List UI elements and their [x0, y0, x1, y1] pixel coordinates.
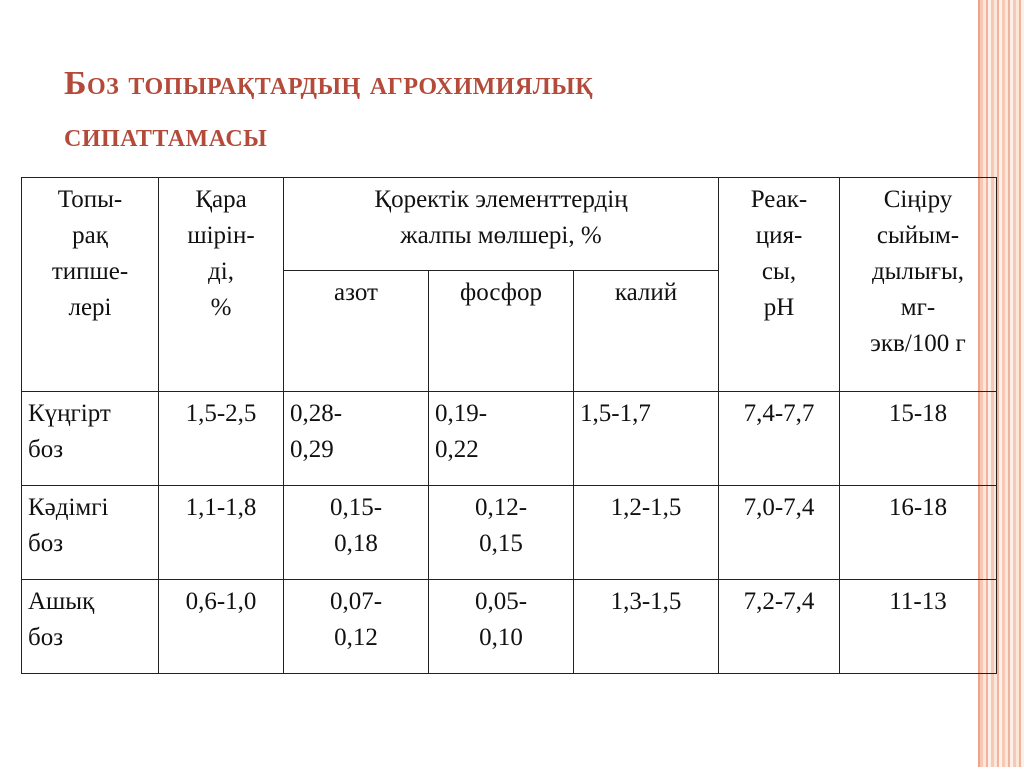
table-row — [22, 486, 997, 580]
cell-nitrogen: 0,07- 0,12 — [284, 580, 429, 674]
cell-potassium: 1,5-1,7 — [574, 392, 719, 486]
cell-nitrogen: 0,28- 0,29 — [284, 392, 429, 486]
header-nutrients-group: Қоректік элементтердің жалпы мөлшері, % — [284, 178, 719, 271]
cell-humus: 0,6-1,0 — [159, 580, 284, 674]
cell-ph: 7,4-7,7 — [719, 392, 840, 486]
cell-soil-type: Ашық боз — [22, 580, 159, 674]
cell-phosphorus: 0,19- 0,22 — [429, 392, 574, 486]
cell-ph: 7,0-7,4 — [719, 486, 840, 580]
cell-humus: 1,5-2,5 — [159, 392, 284, 486]
header-potassium: калий — [574, 271, 719, 392]
header-phosphorus: фосфор — [429, 271, 574, 392]
cell-humus: 1,1-1,8 — [159, 486, 284, 580]
cell-absorption: 15-18 — [840, 392, 997, 486]
agrochemical-table — [21, 177, 997, 674]
header-humus: Қара шірін- ді, % — [159, 178, 284, 392]
header-nitrogen: азот — [284, 271, 429, 392]
header-row-1 — [22, 178, 997, 271]
header-soil-type: Топы- рақ типше- лері — [22, 178, 159, 392]
cell-soil-type: Күңгірт боз — [22, 392, 159, 486]
slide-title — [64, 58, 924, 162]
table-row — [22, 580, 997, 674]
cell-potassium: 1,3-1,5 — [574, 580, 719, 674]
slide-title-line-1: Боз топырақтардың агрохимиялық — [64, 65, 594, 102]
cell-soil-type: Кәдімгі боз — [22, 486, 159, 580]
header-reaction-ph: Реак- ция- сы, pH — [719, 178, 840, 392]
slide-title-line-2: сипаттамасы — [64, 117, 268, 154]
table-row — [22, 392, 997, 486]
cell-nitrogen: 0,15- 0,18 — [284, 486, 429, 580]
cell-absorption: 11-13 — [840, 580, 997, 674]
cell-potassium: 1,2-1,5 — [574, 486, 719, 580]
cell-phosphorus: 0,12- 0,15 — [429, 486, 574, 580]
cell-ph: 7,2-7,4 — [719, 580, 840, 674]
cell-phosphorus: 0,05- 0,10 — [429, 580, 574, 674]
header-absorption-capacity: Сіңіру сыйым- дылығы, мг- экв/100 г — [840, 178, 997, 392]
cell-absorption: 16-18 — [840, 486, 997, 580]
